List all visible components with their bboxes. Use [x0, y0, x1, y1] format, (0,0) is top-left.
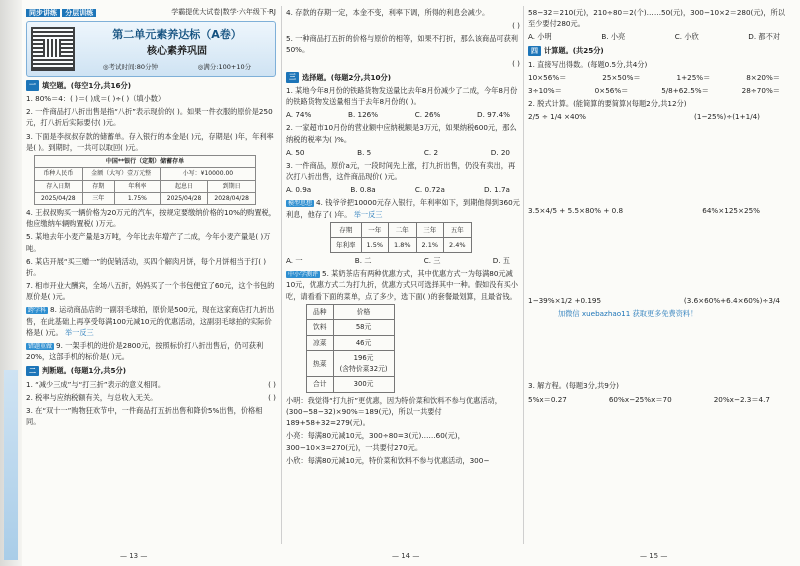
- judge-item: 3. 在“双十一”购物狂欢节中，一件商品打五折出售和降价5%出售，价格相同。: [26, 405, 263, 427]
- header-tab: 分层训练: [62, 9, 96, 17]
- page-number: — 15 —: [640, 552, 668, 560]
- slip-cell: 2025/04/28: [35, 192, 83, 204]
- question-text: 9. 一架手机的进价是2800元，按照标价打八折出售后，仍可获利20%，这部手机的标价是( )元。: [26, 340, 264, 362]
- expression: 64%×125×25%: [702, 206, 760, 216]
- slip-cell: 存入日期: [35, 180, 83, 192]
- calc-item: 3÷10%＝: [528, 85, 562, 95]
- calc-item: 0×56%＝: [594, 85, 629, 95]
- question: 1. 某地今年8月份的铁路货物发送量比去年8月份减少了二成，今年8月份的铁路货物发送量相当于去年8月份的( )。: [286, 85, 518, 107]
- calc-item: 8×20%＝: [746, 72, 780, 82]
- interest-rate-table: [330, 222, 472, 253]
- answer-blank: ( ): [512, 58, 520, 68]
- section-title: 计算题。(共25分): [544, 46, 604, 56]
- question-tag: 中小学测评: [288, 271, 319, 279]
- question: 7. 相市开业大酬宾，全场八五折，妈妈买了一个书包便宜了60元，这个书包的原价是( )元。: [26, 281, 275, 302]
- page-15: [528, 6, 790, 546]
- table-cell: 300元: [333, 377, 394, 393]
- exam-score: ◎满分:100+10分: [197, 63, 252, 71]
- qr-code-icon: [31, 27, 75, 71]
- table-cell: 一年: [361, 222, 389, 237]
- table-cell: 三年: [416, 222, 444, 237]
- column-divider: [523, 6, 524, 544]
- table-cell: 46元: [333, 335, 394, 351]
- option[interactable]: B. 小亮: [601, 32, 626, 42]
- options: [286, 184, 520, 195]
- section-number: 四: [528, 46, 541, 57]
- option[interactable]: C. 小欣: [674, 32, 699, 42]
- options: [286, 109, 520, 120]
- answer-blank: ( ): [512, 21, 520, 31]
- section-heading: [528, 45, 790, 56]
- slip-caption: 中国**银行（定期）储蓄存单: [35, 155, 256, 167]
- equation: 20%x−2.3＝4.7: [713, 394, 770, 404]
- student-answer: 小亮：每满80元减10元，300÷80=3(元)……60(元)，300−10×3=270(元)，一共要付270元。: [286, 431, 465, 452]
- question: 2. 一家超市10月份的营业额中应纳税额是3万元，如果纳税600元，那么纳税的税率为( )%。: [286, 123, 517, 144]
- section-heading: [26, 80, 276, 91]
- option[interactable]: B. 二: [354, 255, 372, 265]
- question-text: 8. 运动商品店的一副羽毛球拍，原价是500元，现在这家商店打九折出售，在此基础上再享受每满100元减10元的优惠活动，这副羽毛球拍的实际价格是( )元。: [26, 305, 275, 337]
- option[interactable]: A. 小明: [528, 32, 552, 42]
- question-tag: 错题重做: [28, 342, 53, 350]
- header-tab: 同步讲练: [26, 9, 60, 17]
- unit-title: 第二单元素养达标（A卷）: [112, 28, 242, 41]
- table-cell: 1.5%: [361, 237, 389, 252]
- table-cell: 饮料: [307, 320, 334, 336]
- practice-link[interactable]: 举一反三: [353, 209, 383, 219]
- table-cell: 品种: [307, 304, 334, 320]
- question-text: 4. 钱爷爷把10000元存入银行，年利率如下，到期他得到360元利息，他存了( )年。: [286, 198, 520, 219]
- series-label: 学霸提优大试卷|数学·六年级下·RJ: [171, 8, 276, 17]
- calc-item: 25×50%＝: [602, 72, 641, 82]
- calc-item: 10×56%＝: [528, 72, 567, 82]
- deposit-slip: [34, 155, 256, 205]
- title-banner: [26, 21, 276, 77]
- oral-calc-row: [528, 72, 790, 83]
- table-cell: 2.1%: [416, 237, 444, 252]
- option[interactable]: C. 2: [423, 147, 439, 157]
- table-cell: 热菜: [307, 351, 334, 377]
- option[interactable]: D. 97.4%: [477, 110, 510, 120]
- table-cell: 二年: [389, 222, 417, 237]
- question-text: 5. 某奶茶店有两种优惠方式，其中优惠方式一为每满80元减10元，优惠方式二为打九折，优惠方式只可选择其中一种。假如没有买小吃，请看看下面的菜单，点了多少，选下面( )的套餐最划算，且最省钱。: [286, 269, 518, 301]
- question: 4. 王叔叔购买一辆价格为20万元的汽车，按规定要缴纳价格的10%的购置税，他应缴纳车辆购置税( )万元。: [26, 208, 276, 229]
- question: [286, 197, 520, 219]
- option[interactable]: D. 五: [492, 255, 510, 265]
- table-cell: 价格: [333, 304, 394, 320]
- question: 3. 解方程。(每题3分,共9分): [528, 381, 619, 391]
- slip-cell: 存期: [82, 180, 114, 192]
- question: 1. 直接写出得数。(每题0.5分,共4分): [528, 59, 648, 69]
- question: 2. 脱式计算。(能简算的要简算)(每题2分,共12分): [528, 99, 687, 109]
- table-cell: 凉菜: [307, 335, 334, 351]
- page-14: [286, 6, 520, 546]
- question: 2. 一件商品打八折出售是指“八折”表示现价的( )。如果一件衣服的原价是250元，打八折后实际要付( )元。: [26, 107, 273, 128]
- section-heading: [26, 365, 276, 376]
- slip-cell: 三年: [82, 192, 114, 204]
- question: 1. 80%＝4：( )＝( )成＝( )÷( )（填小数）: [26, 94, 166, 104]
- student-answer: 小明：我觉得“打九折”更优惠，因为特价菜和饮料不参与优惠活动，(300−58−32)×90%＝189(元)，所以一共要付189+58+32=279(元)。: [286, 395, 502, 428]
- question: 6. 某店开展“买三赠一”的促销活动，买四个解肉月饼，每个月饼相当于打( )折。: [26, 256, 267, 277]
- wechat-note: 加微信 xuebazhao11 获取更多免费资料！: [558, 309, 698, 319]
- slip-cell: 1.75%: [114, 192, 160, 204]
- page-number: — 13 —: [120, 552, 148, 560]
- answer-row: [286, 20, 520, 31]
- question-tag: 跨学科: [28, 307, 47, 315]
- question: 3. 下面是李叔叔存款的储蓄单。存入银行的本金是( )元，存期是( )年，年利率是( )。到期时，一共可以取回( )元。: [26, 131, 274, 152]
- question: [26, 304, 276, 338]
- student-answer: 58−32＝210(元)，210÷80＝2(个)……50(元)，300−10×2＝280(元)，所以至少要付280元。: [528, 8, 785, 29]
- table-cell: 58元: [333, 320, 394, 336]
- section-number: 一: [26, 80, 39, 91]
- section-heading: [286, 72, 520, 83]
- option[interactable]: D. 1.7a: [484, 185, 510, 195]
- expression: 2/5 ÷ 1/4 ×40%: [528, 112, 587, 122]
- judge-item: [26, 379, 276, 390]
- expression-row: [528, 205, 790, 293]
- option[interactable]: A. 74%: [286, 110, 312, 120]
- calc-item: 28÷70%＝: [741, 85, 780, 95]
- option[interactable]: C. 三: [423, 255, 441, 265]
- slip-cell: 2025/04/28: [160, 192, 208, 204]
- options: [286, 147, 520, 158]
- question: [26, 340, 276, 362]
- page-header: [26, 6, 276, 19]
- answer-blank: ( ): [268, 379, 276, 389]
- judge-item: 4. 存款的存期一定，本金不变，利率下调，所得的利息会减少。: [286, 8, 490, 17]
- judge-item: 5. 一种商品打五折的价格与原价的相等，如果不打折，那么该商品可获利50%。: [286, 34, 518, 55]
- page-number: — 14 —: [392, 552, 420, 560]
- option[interactable]: D. 20: [490, 147, 510, 157]
- question: 5. 某地去年小麦产量是3万吨，今年比去年增产了二成，今年小麦产量是( )万吨。: [26, 232, 271, 253]
- expression: 3.5×4/5 + 5.5×80% + 0.8: [528, 206, 624, 216]
- section-title: 判断题。(每题1分,共5分): [42, 366, 126, 376]
- column-divider: [281, 6, 282, 544]
- oral-calc-row: [528, 85, 790, 96]
- option[interactable]: A. 一: [286, 255, 303, 265]
- expression: (3.6×60%+6.4×60%)÷3/4: [683, 296, 780, 306]
- option[interactable]: D. 都不对: [748, 32, 780, 42]
- slip-cell: 小写：¥10000.00: [160, 168, 255, 180]
- equation-row: [528, 394, 790, 405]
- expression-row: [528, 111, 790, 203]
- calc-item: 5/8+62.5%＝: [661, 85, 709, 95]
- judge-text: 1. “减少三成”与“打三折”表示的意义相同。: [26, 379, 166, 389]
- section-title: 填空题。(每空1分,共16分): [42, 81, 131, 90]
- practice-link[interactable]: 举一反三: [64, 327, 94, 337]
- calc-item: 1+25%＝: [676, 72, 711, 82]
- question: [286, 268, 520, 302]
- section-subtitle: 核心素养巩固: [147, 46, 207, 57]
- section-title: 选择题。(每题2分,共10分): [302, 72, 391, 82]
- judge-text: 2. 税率与应纳税额有关，与总收入无关。: [26, 392, 158, 402]
- table-cell: 1.8%: [389, 237, 417, 252]
- judge-item: [26, 392, 276, 403]
- options: [286, 255, 520, 266]
- binding-strip: [4, 370, 18, 560]
- table-cell: 196元 (含特价菜32元): [333, 351, 394, 377]
- table-cell: 存期: [331, 222, 362, 237]
- binding-edge: [0, 0, 22, 566]
- option[interactable]: A. 0.9a: [286, 185, 312, 195]
- expression-row: [528, 295, 790, 306]
- question: 3. 一件商品，原价a元，一段时间先上涨，打九折出售，仍没有卖出，再次打八折出售，这件商品现价( )元。: [286, 160, 516, 182]
- slip-cell: 年利率: [114, 180, 160, 192]
- exam-time: ◎考试时间:80分钟: [102, 63, 158, 71]
- answer-row: [286, 58, 520, 69]
- slip-cell: 金额（大写）壹万元整: [82, 168, 160, 180]
- student-answer: 小欣：每满80元减10元，特价菜和饮料不参与优惠活动，300−: [286, 455, 490, 465]
- table-cell: 年利率: [331, 237, 362, 252]
- option[interactable]: B. 126%: [348, 110, 379, 120]
- option[interactable]: B. 5: [357, 147, 372, 157]
- option[interactable]: C. 0.72a: [414, 185, 445, 195]
- option[interactable]: C. 26%: [414, 110, 441, 120]
- section-number: 三: [286, 72, 299, 83]
- equation: 60%x−25%x＝70: [608, 394, 672, 404]
- answer-blank: ( ): [268, 392, 276, 402]
- table-cell: 合计: [307, 377, 334, 393]
- table-cell: 五年: [444, 222, 472, 237]
- slip-cell: 币种人民币: [35, 168, 83, 180]
- question-tag: 模型思想: [288, 200, 313, 208]
- expression: (1−25%)÷(1+1/4): [694, 112, 760, 122]
- expression: 1−39%×1/2 +0.195: [528, 296, 602, 306]
- table-cell: 2.4%: [444, 237, 472, 252]
- slip-cell: 2028/04/28: [208, 192, 256, 204]
- option[interactable]: A. 50: [286, 147, 305, 157]
- options: [528, 31, 790, 42]
- section-number: 二: [26, 366, 39, 377]
- slip-cell: 到期日: [208, 180, 256, 192]
- page-13: [26, 6, 276, 546]
- equation: 5%x＝0.27: [528, 394, 567, 404]
- menu-table: [306, 304, 395, 393]
- slip-cell: 起息日: [160, 180, 208, 192]
- option[interactable]: B. 0.8a: [350, 185, 376, 195]
